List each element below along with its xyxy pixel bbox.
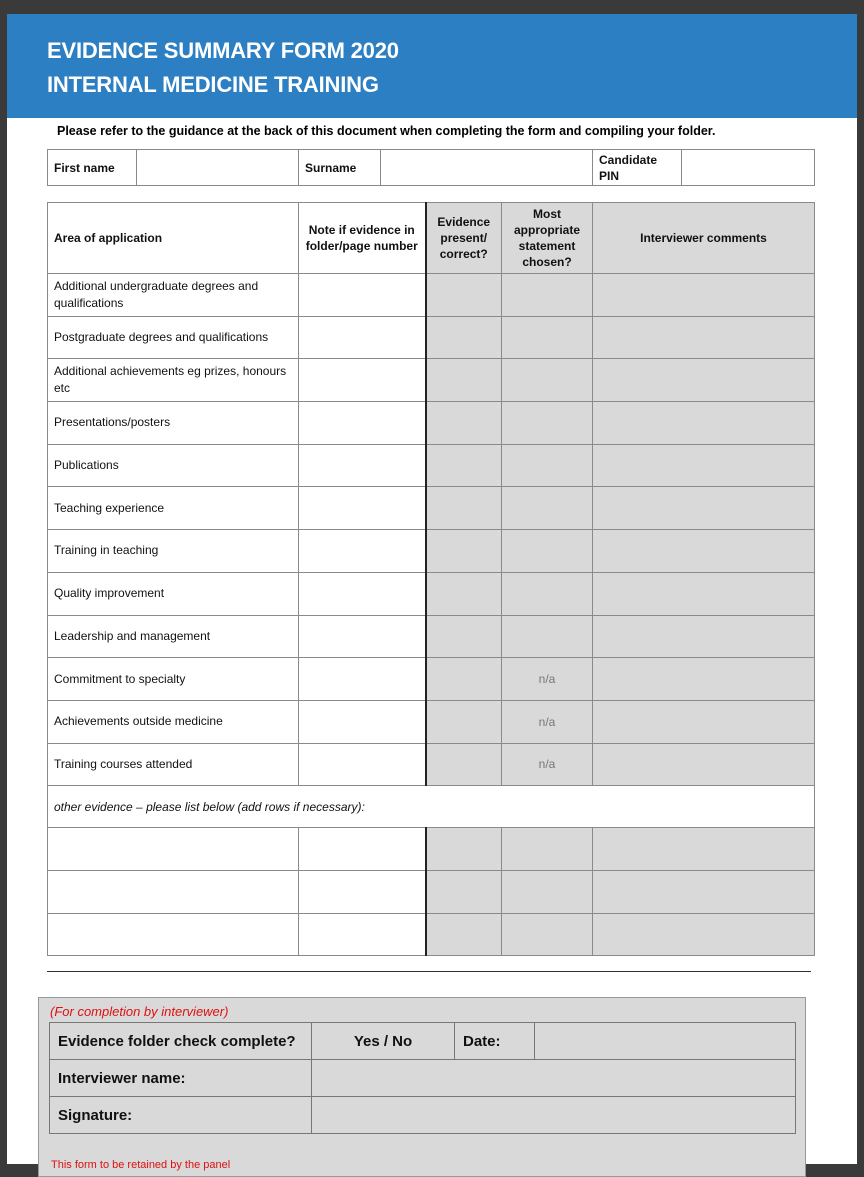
comments-cell[interactable] [593, 274, 815, 317]
evidence-row [48, 316, 815, 359]
section-divider [47, 971, 811, 972]
retention-note: This form to be retained by the panel [51, 1159, 231, 1171]
comments-cell[interactable] [593, 359, 815, 402]
evidence-cell[interactable] [426, 359, 502, 402]
statement-cell[interactable] [502, 487, 593, 530]
evidence-row [48, 700, 815, 743]
note-cell[interactable] [299, 700, 426, 743]
pin-label-line-2: PIN [599, 168, 620, 183]
evidence-cell[interactable] [426, 658, 502, 701]
evidence-row [48, 487, 815, 530]
comments-cell[interactable] [593, 487, 815, 530]
other-evidence-row [48, 786, 815, 828]
comments-cell[interactable] [593, 572, 815, 615]
statement-cell[interactable] [502, 615, 593, 658]
evidence-row [48, 530, 815, 573]
area-cell: Additional achievements eg prizes, honours etc [48, 359, 299, 402]
note-cell[interactable] [299, 572, 426, 615]
statement-cell[interactable] [502, 316, 593, 359]
blank-statement-cell[interactable] [502, 913, 593, 956]
title-banner [7, 14, 857, 118]
area-cell: Achievements outside medicine [48, 700, 299, 743]
first-name-label: First name [48, 150, 137, 186]
comments-cell[interactable] [593, 316, 815, 359]
evidence-row [48, 572, 815, 615]
header-note: Note if evidence in folder/page number [299, 203, 426, 274]
header-comments: Interviewer comments [593, 203, 815, 274]
blank-area-cell[interactable] [48, 913, 299, 956]
surname-label: Surname [299, 150, 381, 186]
title-line-1: EVIDENCE SUMMARY FORM 2020 [47, 38, 399, 63]
blank-area-cell[interactable] [48, 828, 299, 871]
folder-check-label: Evidence folder check complete? [50, 1023, 312, 1060]
evidence-row [48, 274, 815, 317]
blank-evidence-cell[interactable] [426, 870, 502, 913]
blank-evidence-cell[interactable] [426, 828, 502, 871]
note-cell[interactable] [299, 274, 426, 317]
statement-cell[interactable] [502, 402, 593, 445]
header-statement: Most appropriate statement chosen? [502, 203, 593, 274]
note-cell[interactable] [299, 444, 426, 487]
evidence-row [48, 359, 815, 402]
area-cell: Training courses attended [48, 743, 299, 786]
statement-cell[interactable] [502, 572, 593, 615]
evidence-cell[interactable] [426, 487, 502, 530]
interviewer-note: (For completion by interviewer) [50, 1004, 229, 1019]
intro-instruction: Please refer to the guidance at the back of this document when completing the form and compiling your folder. [57, 124, 716, 138]
blank-evidence-row [48, 870, 815, 913]
statement-cell[interactable]: n/a [502, 700, 593, 743]
evidence-cell[interactable] [426, 316, 502, 359]
note-cell[interactable] [299, 402, 426, 445]
statement-cell[interactable] [502, 530, 593, 573]
evidence-cell[interactable] [426, 444, 502, 487]
blank-comments-cell[interactable] [593, 913, 815, 956]
date-field[interactable] [535, 1023, 796, 1060]
blank-evidence-row [48, 828, 815, 871]
evidence-row [48, 402, 815, 445]
blank-statement-cell[interactable] [502, 870, 593, 913]
evidence-cell[interactable] [426, 700, 502, 743]
evidence-row [48, 658, 815, 701]
evidence-row [48, 615, 815, 658]
comments-cell[interactable] [593, 402, 815, 445]
evidence-cell[interactable] [426, 615, 502, 658]
blank-note-cell[interactable] [299, 870, 426, 913]
statement-cell[interactable] [502, 274, 593, 317]
blank-evidence-row [48, 913, 815, 956]
document-page [7, 14, 857, 1171]
blank-statement-cell[interactable] [502, 828, 593, 871]
interviewer-name-label: Interviewer name: [50, 1060, 312, 1097]
note-cell[interactable] [299, 530, 426, 573]
interviewer-name-field[interactable] [312, 1060, 796, 1097]
evidence-row [48, 743, 815, 786]
area-cell: Training in teaching [48, 530, 299, 573]
comments-cell[interactable] [593, 615, 815, 658]
area-cell: Commitment to specialty [48, 658, 299, 701]
surname-field[interactable] [381, 150, 593, 186]
comments-cell[interactable] [593, 444, 815, 487]
note-cell[interactable] [299, 487, 426, 530]
blank-note-cell[interactable] [299, 828, 426, 871]
evidence-cell[interactable] [426, 572, 502, 615]
area-cell: Teaching experience [48, 487, 299, 530]
blank-evidence-cell[interactable] [426, 913, 502, 956]
blank-comments-cell[interactable] [593, 870, 815, 913]
candidate-details-table [47, 149, 815, 186]
candidate-pin-field[interactable] [682, 150, 815, 186]
date-label: Date: [455, 1023, 535, 1060]
signature-label: Signature: [50, 1097, 312, 1134]
evidence-cell[interactable] [426, 402, 502, 445]
note-cell[interactable] [299, 743, 426, 786]
statement-cell[interactable] [502, 444, 593, 487]
comments-cell[interactable] [593, 658, 815, 701]
statement-cell[interactable]: n/a [502, 743, 593, 786]
area-cell: Presentations/posters [48, 402, 299, 445]
header-evidence: Evidence present/ correct? [426, 203, 502, 274]
evidence-table [47, 202, 815, 956]
note-cell[interactable] [299, 316, 426, 359]
blank-comments-cell[interactable] [593, 828, 815, 871]
comments-cell[interactable] [593, 700, 815, 743]
statement-cell[interactable] [502, 359, 593, 402]
area-cell: Publications [48, 444, 299, 487]
note-cell[interactable] [299, 658, 426, 701]
candidate-pin-label [593, 150, 682, 186]
area-cell: Quality improvement [48, 572, 299, 615]
blank-note-cell[interactable] [299, 913, 426, 956]
evidence-row [48, 444, 815, 487]
evidence-cell[interactable] [426, 530, 502, 573]
first-name-field[interactable] [137, 150, 299, 186]
title-line-2: INTERNAL MEDICINE TRAINING [47, 72, 379, 97]
statement-cell[interactable]: n/a [502, 658, 593, 701]
blank-area-cell[interactable] [48, 870, 299, 913]
interviewer-table [49, 1022, 796, 1134]
area-cell: Leadership and management [48, 615, 299, 658]
area-cell: Postgraduate degrees and qualifications [48, 316, 299, 359]
yes-no-field[interactable]: Yes / No [312, 1023, 455, 1060]
comments-cell[interactable] [593, 530, 815, 573]
interviewer-section [38, 997, 806, 1177]
evidence-table-header [48, 203, 815, 274]
evidence-cell[interactable] [426, 743, 502, 786]
comments-cell[interactable] [593, 743, 815, 786]
header-area: Area of application [48, 203, 299, 274]
pin-label-line-1: Candidate [599, 152, 658, 167]
area-cell: Additional undergraduate degrees and qualifications [48, 274, 299, 317]
evidence-cell[interactable] [426, 274, 502, 317]
note-cell[interactable] [299, 359, 426, 402]
signature-field[interactable] [312, 1097, 796, 1134]
note-cell[interactable] [299, 615, 426, 658]
other-evidence-label: other evidence – please list below (add rows if necessary): [48, 786, 815, 828]
